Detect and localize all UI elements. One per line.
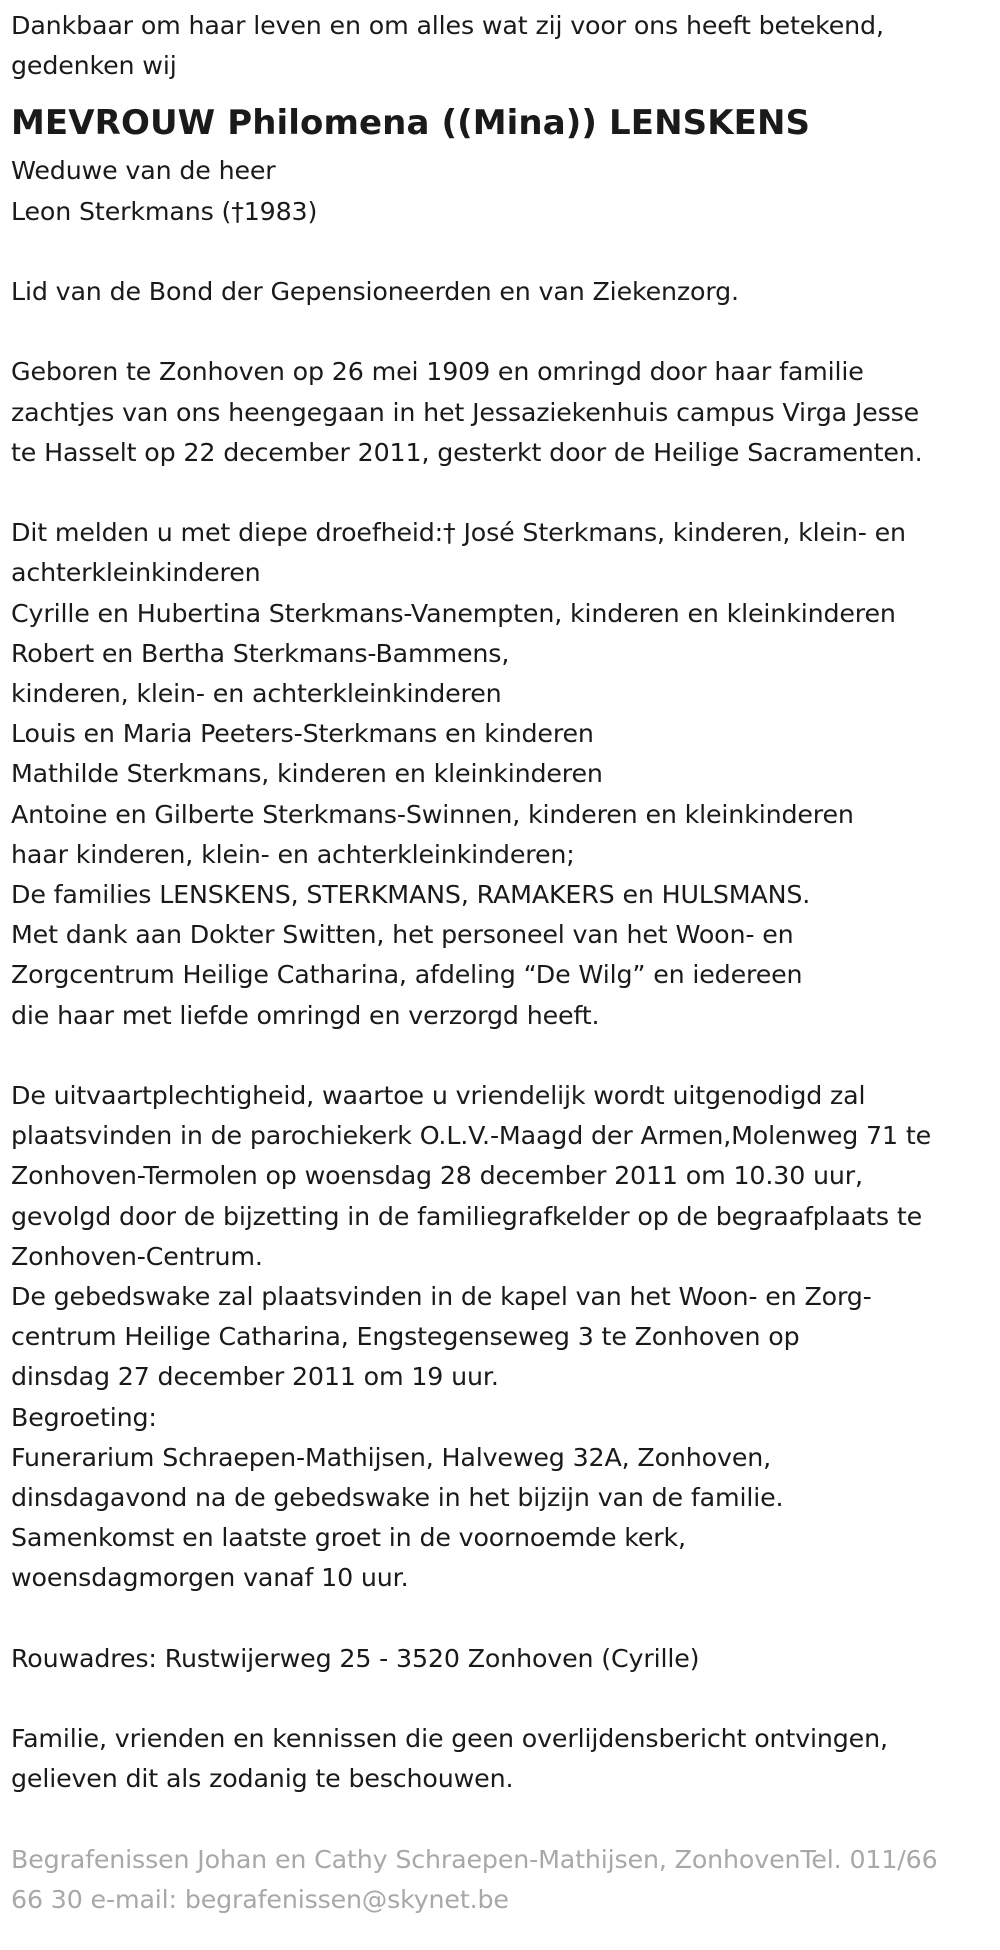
closing-line: Familie, vrienden en kennissen die geen overlijdensbericht ontvingen, <box>11 1724 888 1754</box>
funeral-line: Funerarium Schraepen-Mathijsen, Halveweg 32A, Zonhoven, <box>11 1442 772 1472</box>
birth-death-line: te Hasselt op 22 december 2011, gesterkt door de Heilige Sacramenten. <box>11 437 923 467</box>
spacer <box>11 473 996 513</box>
funeral-line: dinsdag 27 december 2011 om 19 uur. <box>11 1362 499 1392</box>
closing-section <box>11 1719 996 1799</box>
death-notice <box>11 6 996 1920</box>
spacer <box>11 1679 996 1719</box>
membership-text: Lid van de Bond der Gepensioneerden en van Ziekenzorg. <box>11 277 739 306</box>
widow-line: Weduwe van de heer <box>11 156 276 186</box>
funeral-line: Zonhoven-Termolen op woensdag 28 december 2011 om 10.30 uur, <box>11 1161 863 1191</box>
mourner-line: Dit melden u met diepe droefheid:† José Sterkmans, kinderen, klein- en <box>11 518 906 548</box>
mourner-line: Mathilde Sterkmans, kinderen en kleinkinderen <box>11 759 603 789</box>
birth-death-line: Geboren te Zonhoven op 26 mei 1909 en omringd door haar familie <box>11 357 864 387</box>
closing-line: gelieven dit als zodanig te beschouwen. <box>11 1764 514 1794</box>
spacer <box>11 1036 996 1076</box>
mourner-line: Met dank aan Dokter Switten, het personeel van het Woon- en <box>11 920 794 950</box>
mourner-line: Antoine en Gilberte Sterkmans-Swinnen, kinderen en kleinkinderen <box>11 799 854 829</box>
widow-line: Leon Sterkmans (†1983) <box>11 196 318 226</box>
intro-section <box>11 6 996 86</box>
spacer <box>11 1800 996 1840</box>
funeral-line: Begroeting: <box>11 1402 157 1432</box>
footer-line: Begrafenissen Johan en Cathy Schraepen-Mathijsen, ZonhovenTel. 011/66 <box>11 1844 938 1874</box>
mourner-line: die haar met liefde omringd en verzorgd heeft. <box>11 1000 600 1030</box>
widow-section <box>11 151 996 231</box>
birth-death-line: zachtjes van ons heengegaan in het Jessaziekenhuis campus Virga Jesse <box>11 397 920 427</box>
spacer <box>11 312 996 352</box>
funeral-line: centrum Heilige Catharina, Engstegenseweg 3 te Zonhoven op <box>11 1322 800 1352</box>
spacer <box>11 1599 996 1639</box>
mourner-line: achterkleinkinderen <box>11 558 261 588</box>
mourner-line: Cyrille en Hubertina Sterkmans-Vanempten, kinderen en kleinkinderen <box>11 598 896 628</box>
funeral-line: De uitvaartplechtigheid, waartoe u vriendelijk wordt uitgenodigd zal <box>11 1081 866 1111</box>
undertaker-footer <box>11 1840 996 1920</box>
birth-death-section <box>11 352 996 473</box>
funeral-section <box>11 1076 996 1599</box>
spacer <box>11 232 996 272</box>
funeral-line: dinsdagavond na de gebedswake in het bijzijn van de familie. <box>11 1483 784 1513</box>
mourner-line: De families LENSKENS, STERKMANS, RAMAKERS en HULSMANS. <box>11 880 811 910</box>
mourner-line: Louis en Maria Peeters-Sterkmans en kinderen <box>11 719 594 749</box>
intro-line: Dankbaar om haar leven en om alles wat zij voor ons heeft betekend, <box>11 11 884 40</box>
funeral-line: Samenkomst en laatste groet in de voornoemde kerk, <box>11 1523 686 1553</box>
mourners-section <box>11 513 996 1036</box>
funeral-line: plaatsvinden in de parochiekerk O.L.V.-Maagd der Armen,Molenweg 71 te <box>11 1121 932 1151</box>
mourner-line: haar kinderen, klein- en achterkleinkinderen; <box>11 839 575 869</box>
funeral-line: gevolgd door de bijzetting in de familiegrafkelder op de begraafplaats te <box>11 1201 923 1231</box>
footer-line: 66 30 e-mail: begrafenissen@skynet.be <box>11 1885 509 1915</box>
mourning-address: Rouwadres: Rustwijerweg 25 - 3520 Zonhoven (Cyrille) <box>11 1643 700 1673</box>
mourner-line: kinderen, klein- en achterkleinkinderen <box>11 679 502 708</box>
intro-line: gedenken wij <box>11 51 177 81</box>
deceased-name: MEVROUW Philomena ((Mina)) LENSKENS <box>11 103 811 144</box>
mourner-line: Zorgcentrum Heilige Catharina, afdeling “De Wilg” en iedereen <box>11 960 803 990</box>
funeral-line: Zonhoven-Centrum. <box>11 1241 263 1271</box>
funeral-line: woensdagmorgen vanaf 10 uur. <box>11 1563 409 1593</box>
funeral-line: De gebedswake zal plaatsvinden in de kapel van het Woon- en Zorg- <box>11 1282 872 1312</box>
mourner-line: Robert en Bertha Sterkmans-Bammens, <box>11 638 510 668</box>
